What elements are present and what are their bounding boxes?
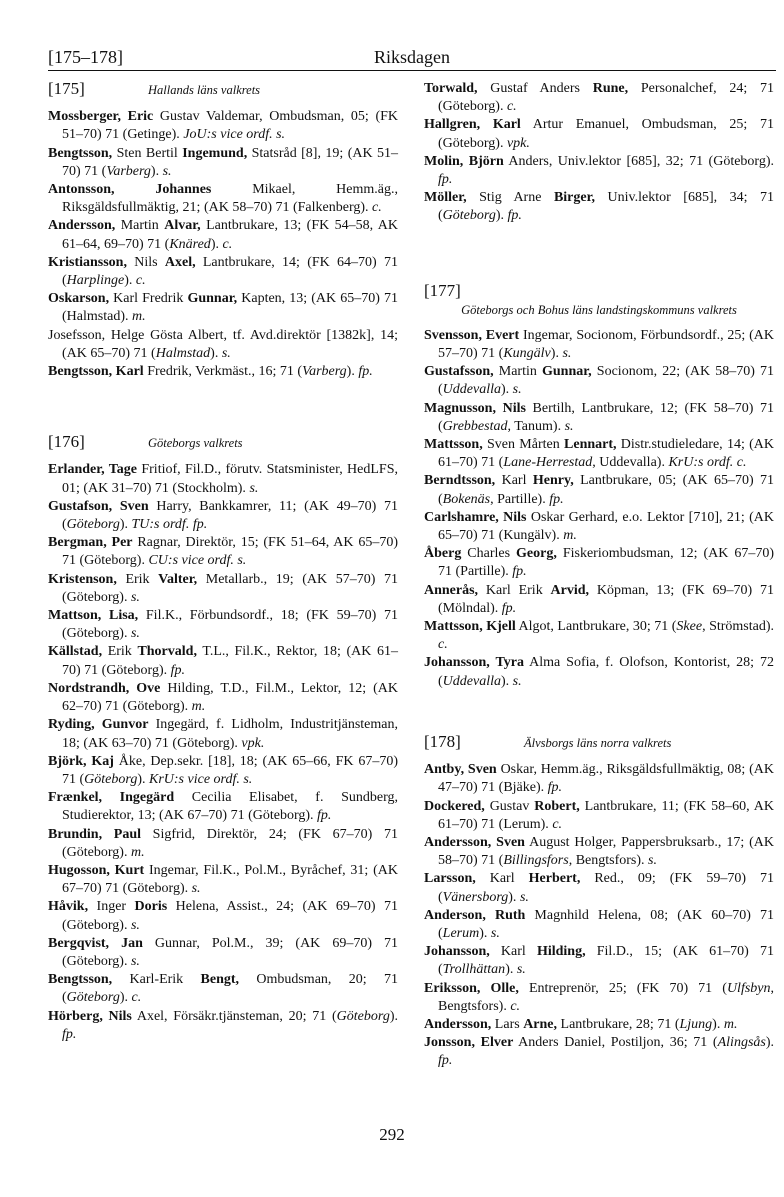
member-entry: Hallgren, Karl Artur Emanuel, Ombudsman, 25; 71 (Göteborg). vpk. bbox=[424, 117, 774, 151]
member-entry: Möller, Stig Arne Birger, Univ.lektor [685], 34; 71 (Göteborg). fp. bbox=[424, 190, 775, 224]
section-number: [176] bbox=[48, 432, 85, 452]
header-range: [175–178] bbox=[48, 47, 123, 67]
member-entry: Bergqvist, Jan Gunnar, Pol.M., 39; (AK 69–70) 71 (Göteborg). s. bbox=[48, 935, 399, 969]
section-heading bbox=[424, 733, 774, 753]
member-entry: Molin, Björn Anders, Univ.lektor [685], 32; 71 (Göteborg). fp. bbox=[424, 153, 774, 188]
member-entry: Mattsson, Kjell Algot, Lantbrukare, 30; 71 (Skee, Strömstad). c. bbox=[424, 619, 775, 653]
member-entry: Bengtsson, Karl Fredrik, Verkmäst., 16; 71 (Varberg). fp. bbox=[48, 364, 373, 380]
member-entry: Hugosson, Kurt Ingemar, Fil.K., Pol.M., Byråchef, 31; (AK 67–70) 71 (Göteborg). s. bbox=[48, 862, 398, 897]
member-entry: Kristenson, Erik Valter, Metallarb., 19; (AK 57–70) 71 (Göteborg). s. bbox=[48, 571, 398, 605]
member-entry: Bergman, Per Ragnar, Direktör, 15; (FK 51–64, AK 65–70) 71 (Göteborg). CU:s vice ordf. s. bbox=[48, 535, 398, 569]
page-number: 292 bbox=[379, 1125, 405, 1144]
section-number: [177] bbox=[424, 280, 461, 300]
member-entry: Mattsson, Sven Mårten Lennart, Distr.studieledare, 14; (AK 61–70) 71 (Lane-Herrestad, Uddevalla). KrU:s ordf. c. bbox=[424, 437, 774, 471]
member-entry: Anderson, Ruth Magnhild Helena, 08; (AK 60–70) 71 (Lerum). s. bbox=[424, 907, 774, 941]
member-entry: Gustafson, Sven Harry, Bankkamrer, 11; (AK 49–70) 71 (Göteborg). TU:s ordf. fp. bbox=[48, 498, 399, 533]
member-entry: Annerås, Karl Erik Arvid, Köpman, 13; (FK 69–70) 71 (Mölndal). fp. bbox=[424, 582, 774, 616]
member-entry: Jonsson, Elver Anders Daniel, Postiljon, 36; 71 (Alingsås). fp. bbox=[424, 1035, 775, 1069]
member-entry: Gustafsson, Martin Gunnar, Socionom, 22; (AK 58–70) 71 (Uddevalla). s. bbox=[424, 364, 775, 398]
member-entry: Mossberger, Eric Gustav Valdemar, Ombudsman, 05; (FK 51–70) 71 (Getinge). JoU:s vice ordf. s. bbox=[48, 109, 399, 143]
member-entry: Antonsson, Johannes Mikael, Hemm.äg., Riksgäldsfullmäktig, 21; (AK 58–70) 71 (Falkenberg). c. bbox=[48, 182, 398, 216]
constituency-section bbox=[424, 282, 774, 691]
constituency-section bbox=[424, 80, 774, 226]
member-entry: Håvik, Inger Doris Helena, Assist., 24; (AK 69–70) 71 (Göteborg). s. bbox=[48, 899, 398, 933]
section-heading bbox=[48, 80, 398, 100]
constituency-name: Göteborgs och Bohus läns landstingskommuns valkrets bbox=[461, 302, 737, 317]
member-entry: Källstad, Erik Thorvald, T.L., Fil.K., Rektor, 18; (AK 61–70) 71 (Göteborg). fp. bbox=[48, 644, 398, 678]
constituency-section bbox=[48, 80, 398, 381]
member-entry: Magnusson, Nils Bertilh, Lantbrukare, 12; (FK 58–70) 71 (Grebbestad, Tanum). s. bbox=[424, 400, 774, 434]
right-column bbox=[424, 80, 774, 1071]
member-entry: Carlshamre, Nils Oskar Gerhard, e.o. Lektor [710], 21; (AK 65–70) 71 (Kungälv). m. bbox=[424, 509, 774, 544]
constituency-name: Hallands läns valkrets bbox=[148, 83, 261, 97]
member-entry: Andersson, Martin Alvar, Lantbrukare, 13; (FK 54–58, AK 61–64, 69–70) 71 (Knäred). c. bbox=[48, 218, 398, 252]
section-heading bbox=[48, 433, 398, 453]
constituency-section bbox=[424, 733, 774, 1071]
left-column bbox=[48, 80, 398, 1044]
member-entry: Andersson, Sven August Holger, Pappersbruksarb., 17; (AK 58–70) 71 (Billingsfors, Bengtsfors). s. bbox=[424, 834, 774, 869]
member-entry: Andersson, Lars Arne, Lantbrukare, 28; 71 (Ljung). m. bbox=[424, 1016, 738, 1032]
header-title: Riksdagen bbox=[374, 47, 450, 67]
member-entry: Nordstrandh, Ove Hilding, T.D., Fil.M., Lektor, 12; (AK 62–70) 71 (Göteborg). m. bbox=[48, 680, 398, 715]
member-entry: Mattson, Lisa, Fil.K., Förbundsordf., 18; (FK 59–70) 71 (Göteborg). s. bbox=[48, 608, 398, 642]
member-entry: Oskarson, Karl Fredrik Gunnar, Kapten, 13; (AK 65–70) 71 (Halmstad). m. bbox=[48, 291, 398, 325]
section-number: [178] bbox=[424, 731, 461, 751]
member-entry: Dockered, Gustav Robert, Lantbrukare, 11; (FK 58–60, AK 61–70) 71 (Lerum). c. bbox=[424, 798, 774, 832]
member-entry: Ryding, Gunvor Ingegärd, f. Lidholm, Industritjänsteman, 18; (AK 63–70) 71 (Göteborg). vpk. bbox=[48, 717, 398, 751]
constituency-name: Göteborgs valkrets bbox=[148, 436, 243, 451]
member-entry: Johansson, Karl Hilding, Fil.D., 15; (AK 61–70) 71 (Trollhättan). s. bbox=[424, 944, 774, 978]
constituency-name: Älvsborgs läns norra valkrets bbox=[524, 735, 672, 750]
member-entry: Berndtsson, Karl Henry, Lantbrukare, 05; (AK 65–70) 71 (Bokenäs, Partille). fp. bbox=[424, 473, 774, 507]
member-entry: Hörberg, Nils Axel, Försäkr.tjänsteman, 20; 71 (Göteborg). fp. bbox=[48, 1008, 398, 1042]
member-entry: Johansson, Tyra Alma Sofia, f. Olofson, Kontorist, 28; 72 (Uddevalla). s. bbox=[424, 655, 775, 689]
member-entry: Eriksson, Olle, Entreprenör, 25; (FK 70) 71 (Ulfsbyn, Bengtsfors). c. bbox=[424, 980, 774, 1014]
member-entry: Åberg Charles Georg, Fiskeriombudsman, 12; (AK 67–70) 71 (Partille). fp. bbox=[424, 546, 774, 580]
member-entry: Björk, Kaj Åke, Dep.sekr. [18], 18; (AK 65–66, FK 67–70) 71 (Göteborg). KrU:s vice ordf. s. bbox=[48, 753, 398, 787]
running-header bbox=[48, 44, 776, 71]
constituency-section bbox=[48, 433, 398, 1044]
member-entry: Larsson, Karl Herbert, Red., 09; (FK 59–70) 71 (Vänersborg). s. bbox=[424, 871, 774, 905]
member-entry: Frænkel, Ingegärd Cecilia Elisabet, f. Sundberg, Studierektor, 13; (AK 67–70) 71 (Göteborg). fp. bbox=[48, 790, 398, 824]
member-entry: Antby, Sven Oskar, Hemm.äg., Riksgäldsfullmäktig, 08; (AK 47–70) 71 (Bjäke). fp. bbox=[424, 762, 775, 796]
member-entry: Torwald, Gustaf Anders Rune, Personalchef, 24; 71 (Göteborg). c. bbox=[424, 81, 774, 115]
member-entry: Brundin, Paul Sigfrid, Direktör, 24; (FK 67–70) 71 (Göteborg). m. bbox=[48, 826, 398, 860]
member-entry: Josefsson, Helge Gösta Albert, tf. Avd.direktör [1382k], 14; (AK 65–70) 71 (Halmstad). s. bbox=[48, 327, 398, 361]
section-heading bbox=[424, 282, 774, 319]
member-entry: Bengtsson, Karl-Erik Bengt, Ombudsman, 20; 71 (Göteborg). c. bbox=[48, 972, 398, 1006]
member-entry: Kristiansson, Nils Axel, Lantbrukare, 14; (FK 64–70) 71 (Harplinge). c. bbox=[48, 254, 398, 289]
member-entry: Erlander, Tage Fritiof, Fil.D., förutv. Statsminister, HedLFS, 01; (AK 31–70) 71 (Stockholm). s. bbox=[48, 462, 398, 496]
section-number: [175] bbox=[48, 79, 85, 98]
member-entry: Svensson, Evert Ingemar, Socionom, Förbundsordf., 25; (AK 57–70) 71 (Kungälv). s. bbox=[424, 327, 774, 362]
member-entry: Bengtsson, Sten Bertil Ingemund, Statsråd [8], 19; (AK 51–70) 71 (Varberg). s. bbox=[48, 145, 399, 179]
